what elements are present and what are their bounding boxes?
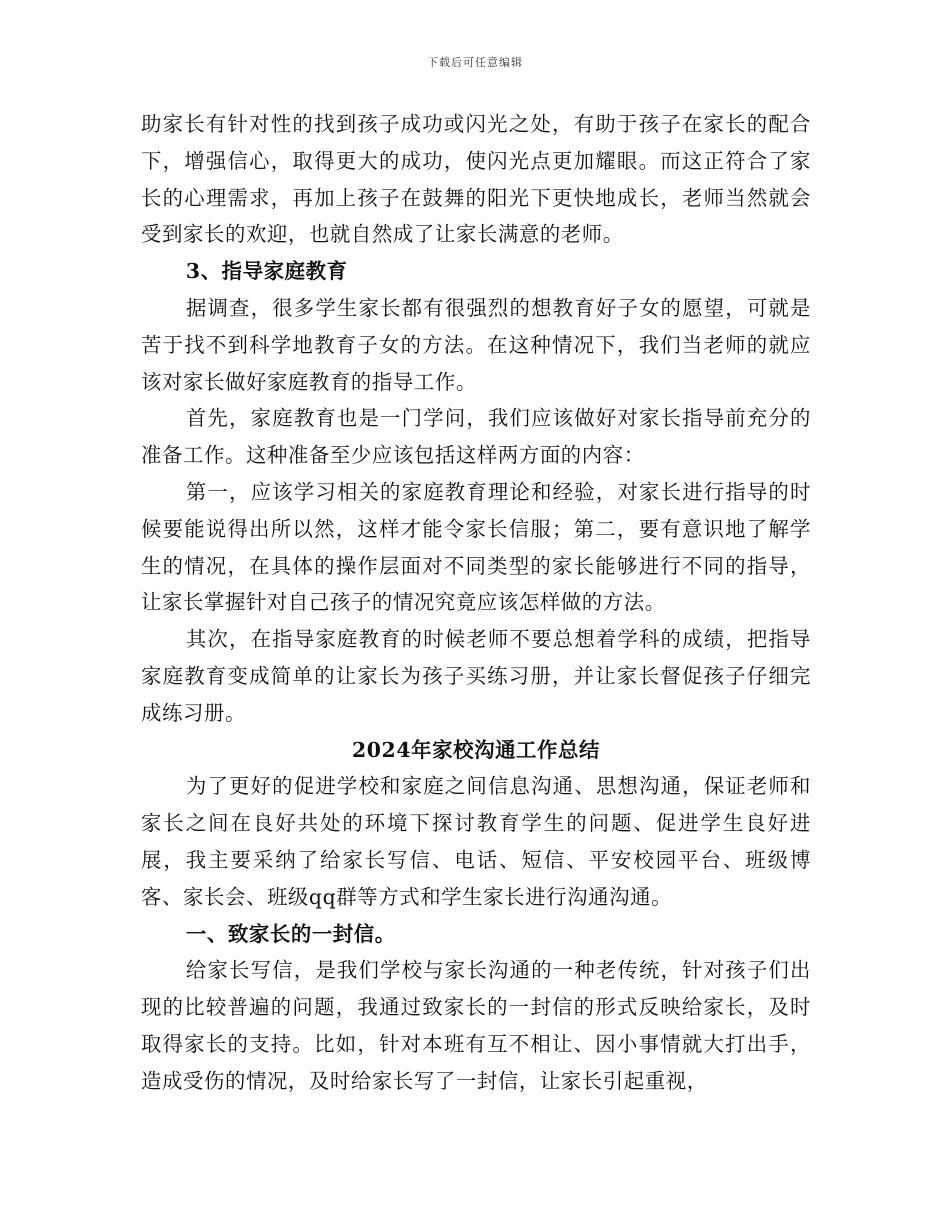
- paragraph-continuation: 助家长有针对性的找到孩子成功或闪光之处，有助于孩子在家长的配合下，增强信心，取得更大的成功，使闪光点更加耀眼。而这正符合了家长的心理需求，再加上孩子在鼓舞的阳光下更快地成长，老师当然就会受到家长的欢迎，也就自然成了让家长满意的老师。: [141, 112, 811, 247]
- paragraph-first-point: 首先，家庭教育也是一门学问，我们应该做好对家长指导前充分的准备工作。这种准备至少应该包括这样两方面的内容：: [141, 406, 811, 468]
- document-title: 2024年家校沟通工作总结: [351, 737, 601, 762]
- paragraph-survey: 据调查，很多学生家长都有很强烈的想教育好子女的愿望，可就是苦于找不到科学地教育子女的方法。在这种情况下，我们当老师的就应该对家长做好家庭教育的指导工作。: [141, 295, 811, 394]
- section-heading-guide-family-education: 3、指导家庭教育: [185, 259, 348, 284]
- paragraph-intro: 为了更好的促进学校和家庭之间信息沟通、思想沟通，保证老师和家长之间在良好共处的环境下探讨教育学生的问题、促进学生良好进展，我主要采纳了给家长写信、电话、短信、平安校园平台、班级博客、家长会、班级qq群等方式和学生家长进行沟通沟通。: [141, 774, 811, 909]
- paragraph-two-aspects: 第一，应该学习相关的家庭教育理论和经验，对家长进行指导的时候要能说得出所以然，这样才能令家长信服；第二，要有意识地了解学生的情况，在具体的操作层面对不同类型的家长能够进行不同的指导，让家长掌握针对自己孩子的情况究竟应该怎样做的方法。: [141, 479, 811, 615]
- document-body: [141, 106, 811, 1100]
- page-header: 下载后可任意编辑: [427, 56, 523, 69]
- paragraph-letter: 给家长写信，是我们学校与家长沟通的一种老传统，针对孩子们出现的比较普遍的问题，我通过致家长的一封信的形式反映给家长，及时取得家长的支持。比如，针对本班有互不相让、因小事情就大打出手，造成受伤的情况，及时给家长写了一封信，让家长引起重视，: [141, 958, 811, 1093]
- section-heading-letter: 一、致家长的一封信。: [185, 921, 396, 946]
- paragraph-second-point: 其次，在指导家庭教育的时候老师不要总想着学科的成绩，把指导家庭教育变成简单的让家长为孩子买练习册，并让家长督促孩子仔细完成练习册。: [141, 627, 811, 725]
